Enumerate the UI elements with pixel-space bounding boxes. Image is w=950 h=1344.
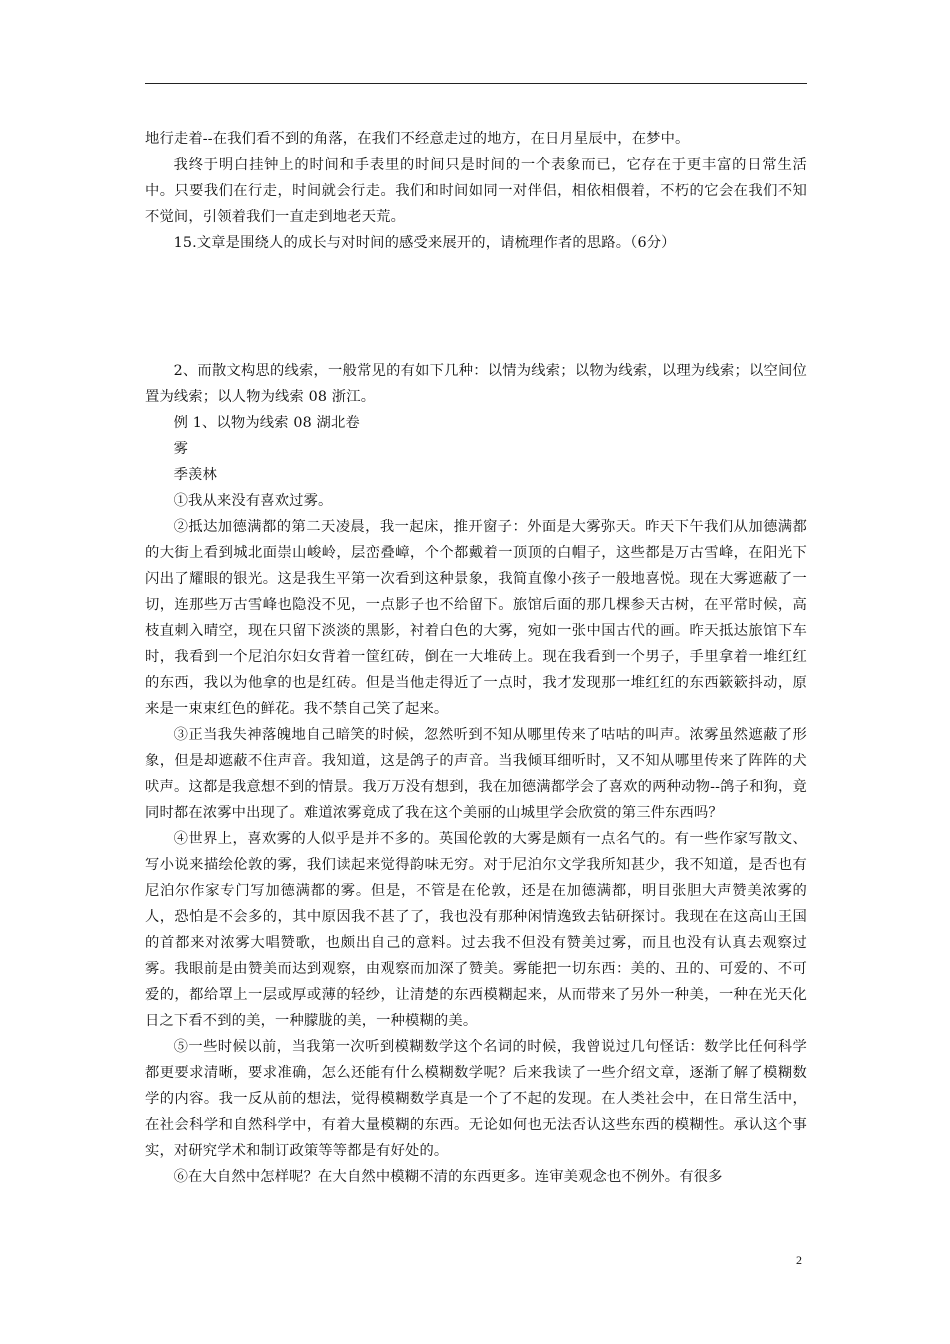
answer-space — [145, 256, 807, 358]
essay-author: 季羡林 — [173, 467, 217, 483]
essay-paragraph-3: ③正当我失神落魄地自己暗笑的时候，忽然听到不知从哪里传来了咕咕的叫声。浓雾虽然遮蔽了形象，但是却遮蔽不住声音。我知道，这是鸽子的声音。当我倾耳细听时，又不知从哪里传来了阵阵的犬吠声。这都是我意想不到的情景。我万万没有想到，我在加德满都学会了喜欢的两种动物--鸽子和狗，竟同时都在浓雾中出现了。难道浓雾竟成了我在这个美丽的山城里学会欣赏的第三件东西吗？ — [145, 727, 807, 821]
essay-paragraph-1: ①我从来没有喜欢过雾。 — [173, 493, 333, 509]
essay-paragraph-4: ④世界上，喜欢雾的人似乎是并不多的。英国伦敦的大雾是颇有一点名气的。有一些作家写散文、写小说来描绘伦敦的雾，我们读起来觉得韵味无穷。对于尼泊尔文学我所知甚少，我不知道，是否也有尼泊尔作家专门写加德满都的雾。但是，不管是在伦敦，还是在加德满都，明目张胆大声赞美浓雾的人，恐怕是不会多的，其中原因我不甚了了，我也没有那种闲情逸致去钻研探讨。我现在在这高山王国的首都来对浓雾大唱赞歌，也颇出自己的意料。过去我不但没有赞美过雾，而且也没有认真去观察过雾。我眼前是由赞美而达到观察，由观察而加深了赞美。雾能把一切东西：美的、丑的、可爱的、不可爱的，都给罩上一层或厚或薄的轻纱，让清楚的东西模糊起来，从而带来了另外一种美，一种在光天化日之下看不到的美，一种朦胧的美，一种模糊的美。 — [145, 831, 807, 1029]
paragraph: 2、而散文构思的线索，一般常见的有如下几种：以情为线索；以物为线索，以理为线索；以空间位置为线索；以人物为线索 08 浙江。 — [145, 363, 807, 405]
question-15: 15.文章是围绕人的成长与对时间的感受来展开的，请梳理作者的思路。（6分） — [173, 235, 676, 251]
essay-paragraph-2: ②抵达加德满都的第二天凌晨，我一起床，推开窗子：外面是大雾弥天。昨天下午我们从加德满都的大街上看到城北面崇山峻岭，层峦叠嶂，个个都戴着一顶顶的白帽子，这些都是万古雪峰，在阳光下闪出了耀眼的银光。这是我生平第一次看到这种景象，我简直像小孩子一般地喜悦。现在大雾遮蔽了一切，连那些万古雪峰也隐没不见，一点影子也不给留下。旅馆后面的那几棵参天古树，在平常时候，高枝直刺入晴空，现在只留下淡淡的黑影，衬着白色的大雾，宛如一张中国古代的画。昨天抵达旅馆下车时，我看到一个尼泊尔妇女背着一筐红砖，倒在一大堆砖上。现在我看到一个男子，手里拿着一堆红红的东西，我以为他拿的也是红砖。但是当他走得近了一点时，我才发现那一堆红红的东西簌簌抖动，原来是一束束红色的鲜花。我不禁自己笑了起来。 — [145, 519, 807, 717]
page-number: 2 — [796, 1253, 802, 1267]
essay-paragraph-5: ⑤一些时候以前，当我第一次听到模糊数学这个名词的时候，我曾说过几句怪话：数学比任何科学都更要求清晰，要求准确，怎么还能有什么模糊数学呢？后来我读了一些介绍文章，逐渐了解了模糊数学的内容。我一反从前的想法，觉得模糊数学真是一个了不起的发现。在人类社会中，在日常生活中，在社会科学和自然科学中，有着大量模糊的东西。无论如何也无法否认这些东西的模糊性。承认这个事实，对研究学术和制订政策等等都是有好处的。 — [145, 1039, 807, 1159]
document-body — [145, 126, 807, 1190]
header-rule — [145, 83, 807, 84]
example-heading: 例 1、以物为线索 08 湖北卷 — [173, 415, 360, 431]
paragraph: 地行走着--在我们看不到的角落，在我们不经意走过的地方，在日月星辰中，在梦中。 — [145, 131, 690, 147]
essay-paragraph-6: ⑥在大自然中怎样呢？在大自然中模糊不清的东西更多。连审美观念也不例外。有很多 — [173, 1169, 723, 1185]
essay-title: 雾 — [173, 441, 189, 457]
paragraph: 我终于明白挂钟上的时间和手表里的时间只是时间的一个表象而已，它存在于更丰富的日常生活中。只要我们在行走，时间就会行走。我们和时间如同一对伴侣，相依相偎着，不朽的它会在我们不知不觉间，引领着我们一直走到地老天荒。 — [145, 157, 807, 225]
